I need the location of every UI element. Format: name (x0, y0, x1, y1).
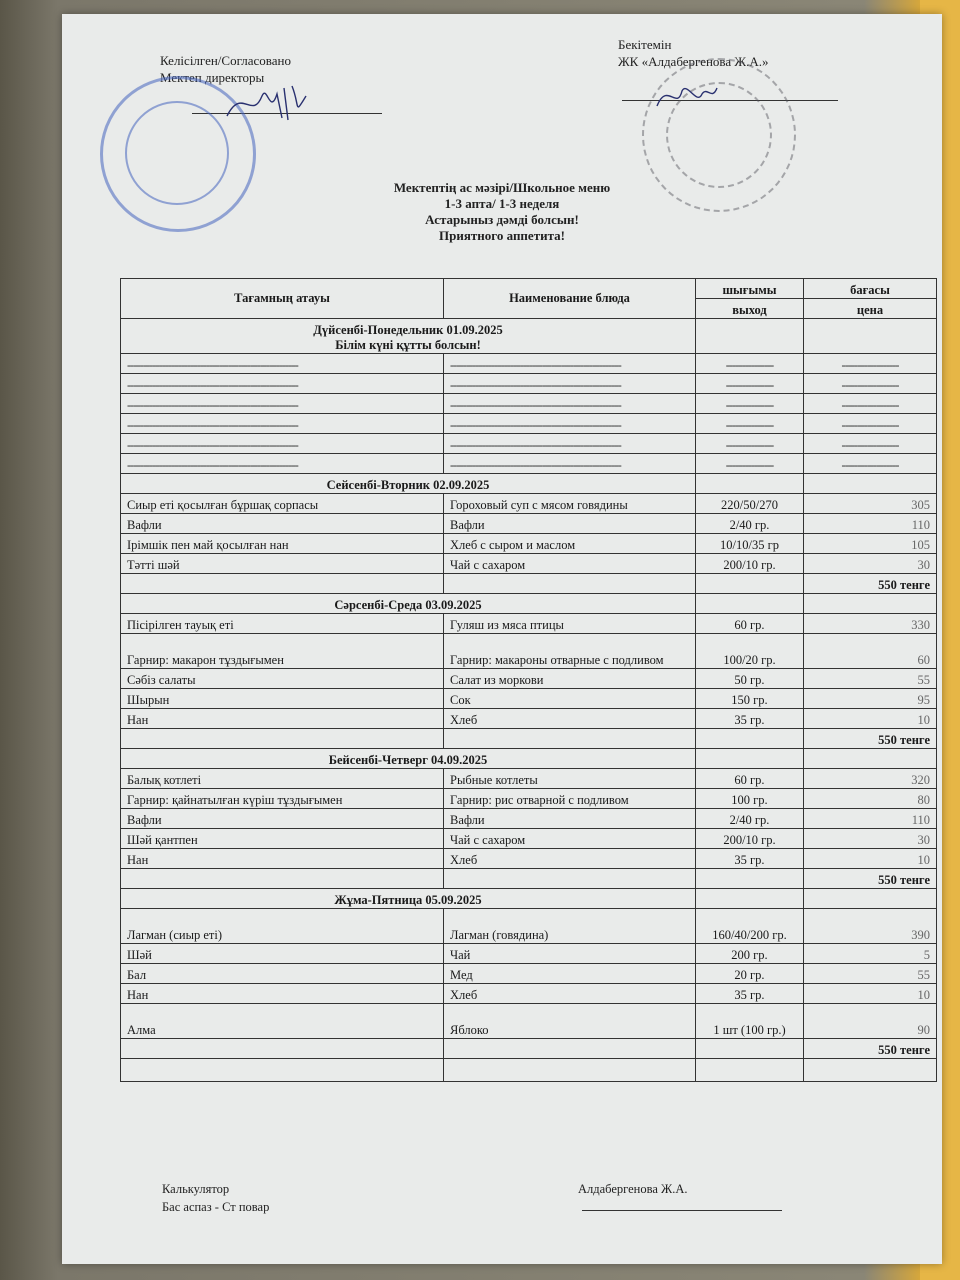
dash-cell: ------------------------------------------------------ (121, 374, 444, 394)
title-line-4: Приятного аппетита! (439, 228, 565, 243)
dish-price: 330 (804, 614, 937, 634)
dish-name-kz: Сәбіз салаты (121, 669, 444, 689)
dish-price: 10 (804, 849, 937, 869)
dish-output: 35 гр. (696, 984, 804, 1004)
director-label: Мектеп директоры (160, 70, 265, 85)
dish-output: 20 гр. (696, 964, 804, 984)
empty-cell (696, 319, 804, 354)
day-row-thursday (121, 749, 937, 769)
dish-name-ru: Вафли (444, 514, 696, 534)
total-row (121, 574, 937, 594)
dish-output: 200/10 гр. (696, 829, 804, 849)
menu-row (121, 789, 937, 809)
dish-name-kz: Алма (121, 1004, 444, 1039)
dish-output: 200/10 гр. (696, 554, 804, 574)
approval-label: Келісілген/Согласовано (160, 53, 291, 68)
day-total: 550 тенге (804, 729, 937, 749)
col-header-price-kz: бағасы (804, 279, 937, 299)
empty-cell (804, 1059, 937, 1082)
dash-cell: ------------------------------------------------------ (121, 434, 444, 454)
empty-menu-row (121, 414, 937, 434)
day-heading: Сейсенбі-Вторник 02.09.2025 (121, 474, 696, 494)
dish-price: 55 (804, 964, 937, 984)
header-row (121, 279, 937, 299)
col-header-output-ru: выход (696, 299, 804, 319)
dash-cell: ------------------ (804, 414, 937, 434)
day-heading (121, 319, 696, 354)
dish-price: 90 (804, 1004, 937, 1039)
empty-cell (696, 1039, 804, 1059)
dish-name-kz: Шәй (121, 944, 444, 964)
dash-cell: ------------------------------------------------------ (444, 434, 696, 454)
empty-cell (804, 319, 937, 354)
dish-name-kz: Нан (121, 849, 444, 869)
menu-row (121, 829, 937, 849)
empty-cell (444, 574, 696, 594)
menu-row (121, 964, 937, 984)
empty-cell (121, 869, 444, 889)
dish-name-ru: Салат из моркови (444, 669, 696, 689)
day-total: 550 тенге (804, 574, 937, 594)
dish-output: 60 гр. (696, 614, 804, 634)
dish-name-ru: Рыбные котлеты (444, 769, 696, 789)
chef-label: Бас аспаз - Ст повар (162, 1200, 270, 1214)
total-row (121, 869, 937, 889)
dish-output: 35 гр. (696, 849, 804, 869)
dish-name-kz: Сиыр еті қосылған бұршақ сорпасы (121, 494, 444, 514)
menu-row (121, 1004, 937, 1039)
title-line-1: Мектептің ас мәзірі/Школьное меню (393, 180, 611, 195)
dish-output: 160/40/200 гр. (696, 909, 804, 944)
menu-row (121, 514, 937, 534)
dish-price: 60 (804, 634, 937, 669)
dash-cell: ------------------ (804, 454, 937, 474)
dish-price: 305 (804, 494, 937, 514)
dish-output: 60 гр. (696, 769, 804, 789)
title-line-3: Астарыныз дәмді болсын! (425, 212, 579, 227)
day-heading: Сәрсенбі-Среда 03.09.2025 (121, 594, 696, 614)
dish-price: 10 (804, 984, 937, 1004)
empty-cell (696, 1059, 804, 1082)
empty-cell (444, 869, 696, 889)
empty-cell (804, 594, 937, 614)
empty-cell (444, 729, 696, 749)
dish-output: 50 гр. (696, 669, 804, 689)
dash-cell: ------------------------------------------------------ (444, 374, 696, 394)
dish-name-ru: Хлеб (444, 709, 696, 729)
dish-name-kz: Шәй қантпен (121, 829, 444, 849)
dash-cell: ------------------------------------------------------ (444, 454, 696, 474)
dash-cell: --------------- (696, 454, 804, 474)
col-header-output-kz: шығымы (696, 279, 804, 299)
owner-label: ЖК «Алдабергенова Ж.А.» (618, 54, 769, 69)
dash-cell: ------------------ (804, 434, 937, 454)
dish-name-ru: Яблоко (444, 1004, 696, 1039)
dish-output: 1 шт (100 гр.) (696, 1004, 804, 1039)
dish-output: 220/50/270 (696, 494, 804, 514)
calculator-block (162, 1180, 269, 1216)
menu-row (121, 689, 937, 709)
empty-menu-row (121, 394, 937, 414)
dish-name-kz: Шырын (121, 689, 444, 709)
dash-cell: ------------------------------------------------------ (121, 414, 444, 434)
dish-price: 10 (804, 709, 937, 729)
empty-menu-row (121, 374, 937, 394)
empty-menu-row (121, 454, 937, 474)
dish-price: 110 (804, 809, 937, 829)
dish-name-ru: Вафли (444, 809, 696, 829)
dish-name-ru: Хлеб (444, 984, 696, 1004)
dish-name-ru: Чай (444, 944, 696, 964)
empty-cell (696, 869, 804, 889)
dish-output: 2/40 гр. (696, 514, 804, 534)
menu-row (121, 909, 937, 944)
dish-price: 110 (804, 514, 937, 534)
dish-price: 55 (804, 669, 937, 689)
day-heading: Бейсенбі-Четверг 04.09.2025 (121, 749, 696, 769)
empty-cell (696, 474, 804, 494)
col-header-price-ru: цена (804, 299, 937, 319)
dish-name-ru: Чай с сахаром (444, 829, 696, 849)
dash-cell: ------------------ (804, 354, 937, 374)
menu-row (121, 494, 937, 514)
dish-name-ru: Мед (444, 964, 696, 984)
dish-name-kz: Гарнир: макарон тұздығымен (121, 634, 444, 669)
empty-cell (444, 1059, 696, 1082)
menu-row (121, 809, 937, 829)
chef-name: Алдабергенова Ж.А. (578, 1182, 688, 1196)
dish-output: 2/40 гр. (696, 809, 804, 829)
empty-cell (696, 729, 804, 749)
empty-cell (121, 574, 444, 594)
dish-price: 105 (804, 534, 937, 554)
day-note: Білім күні құтты болсын! (335, 338, 481, 352)
total-row (121, 729, 937, 749)
dash-cell: ------------------ (804, 394, 937, 414)
empty-cell (804, 889, 937, 909)
dish-name-kz: Нан (121, 709, 444, 729)
dish-name-kz: Вафли (121, 809, 444, 829)
dish-output: 10/10/35 гр (696, 534, 804, 554)
dish-name-kz: Нан (121, 984, 444, 1004)
menu-row (121, 534, 937, 554)
dash-cell: ------------------------------------------------------ (121, 394, 444, 414)
dish-price: 390 (804, 909, 937, 944)
dish-output: 100 гр. (696, 789, 804, 809)
dish-name-ru: Чай с сахаром (444, 554, 696, 574)
menu-row (121, 669, 937, 689)
empty-menu-row (121, 354, 937, 374)
chef-sign-line (582, 1210, 782, 1211)
day-total: 550 тенге (804, 1039, 937, 1059)
dish-price: 95 (804, 689, 937, 709)
dish-price: 30 (804, 829, 937, 849)
day-row-friday (121, 889, 937, 909)
dish-name-kz: Бал (121, 964, 444, 984)
dish-output: 150 гр. (696, 689, 804, 709)
day-row-wednesday (121, 594, 937, 614)
menu-row (121, 614, 937, 634)
dish-name-ru: Гарнир: рис отварной с подливом (444, 789, 696, 809)
dish-name-ru: Сок (444, 689, 696, 709)
dash-cell: --------------- (696, 414, 804, 434)
menu-title (362, 180, 642, 244)
dash-cell: --------------- (696, 374, 804, 394)
menu-sheet (62, 14, 942, 1264)
dish-name-kz: Вафли (121, 514, 444, 534)
dash-cell: --------------- (696, 354, 804, 374)
dish-output: 35 гр. (696, 709, 804, 729)
school-seal-inner (125, 101, 229, 205)
menu-row (121, 709, 937, 729)
dish-price: 5 (804, 944, 937, 964)
dish-name-ru: Гарнир: макароны отварные с подливом (444, 634, 696, 669)
empty-cell (444, 1039, 696, 1059)
dish-name-kz: Гарнир: қайнатылған күріш тұздығымен (121, 789, 444, 809)
empty-cell (696, 889, 804, 909)
dash-cell: --------------- (696, 434, 804, 454)
menu-row (121, 944, 937, 964)
dash-cell: ------------------ (804, 374, 937, 394)
dish-name-ru: Хлеб с сыром и маслом (444, 534, 696, 554)
empty-cell (121, 1059, 444, 1082)
day-title: Дүйсенбі-Понедельник 01.09.2025 (313, 323, 503, 337)
day-row-monday (121, 319, 937, 354)
owner-signature (652, 76, 722, 116)
col-header-ru: Наименование блюда (444, 279, 696, 319)
dish-price: 80 (804, 789, 937, 809)
day-total: 550 тенге (804, 869, 937, 889)
empty-cell (696, 749, 804, 769)
dash-cell: ------------------------------------------------------ (444, 414, 696, 434)
total-row (121, 1039, 937, 1059)
day-heading: Жұма-Пятница 05.09.2025 (121, 889, 696, 909)
dish-price: 30 (804, 554, 937, 574)
empty-cell (804, 749, 937, 769)
dish-name-ru: Гороховый суп с мясом говядины (444, 494, 696, 514)
menu-table (120, 278, 937, 1082)
dish-price: 320 (804, 769, 937, 789)
empty-menu-row (121, 434, 937, 454)
dash-cell: ------------------------------------------------------ (444, 354, 696, 374)
dish-output: 200 гр. (696, 944, 804, 964)
menu-row (121, 634, 937, 669)
dash-cell: --------------- (696, 394, 804, 414)
dish-name-ru: Гуляш из мяса птицы (444, 614, 696, 634)
menu-row (121, 984, 937, 1004)
director-signature (222, 76, 312, 126)
approve-label: Бекітемін (618, 37, 672, 52)
dish-name-kz: Балық котлеті (121, 769, 444, 789)
title-line-2: 1-3 апта/ 1-3 неделя (444, 196, 560, 211)
dish-output: 100/20 гр. (696, 634, 804, 669)
menu-row (121, 849, 937, 869)
menu-row (121, 554, 937, 574)
dish-name-ru: Лагман (говядина) (444, 909, 696, 944)
dash-cell: ------------------------------------------------------ (121, 454, 444, 474)
dash-cell: ------------------------------------------------------ (444, 394, 696, 414)
day-row-tuesday (121, 474, 937, 494)
col-header-kz: Тағамның атауы (121, 279, 444, 319)
empty-row (121, 1059, 937, 1082)
empty-cell (696, 574, 804, 594)
empty-cell (804, 474, 937, 494)
dish-name-kz: Ірімшік пен май қосылған нан (121, 534, 444, 554)
dish-name-kz: Пісірілген тауық еті (121, 614, 444, 634)
dash-cell: ------------------------------------------------------ (121, 354, 444, 374)
dish-name-ru: Хлеб (444, 849, 696, 869)
empty-cell (696, 594, 804, 614)
empty-cell (121, 729, 444, 749)
calculator-label: Калькулятор (162, 1182, 230, 1196)
menu-row (121, 769, 937, 789)
empty-cell (121, 1039, 444, 1059)
dish-name-kz: Лагман (сиыр еті) (121, 909, 444, 944)
dish-name-kz: Тәтті шәй (121, 554, 444, 574)
